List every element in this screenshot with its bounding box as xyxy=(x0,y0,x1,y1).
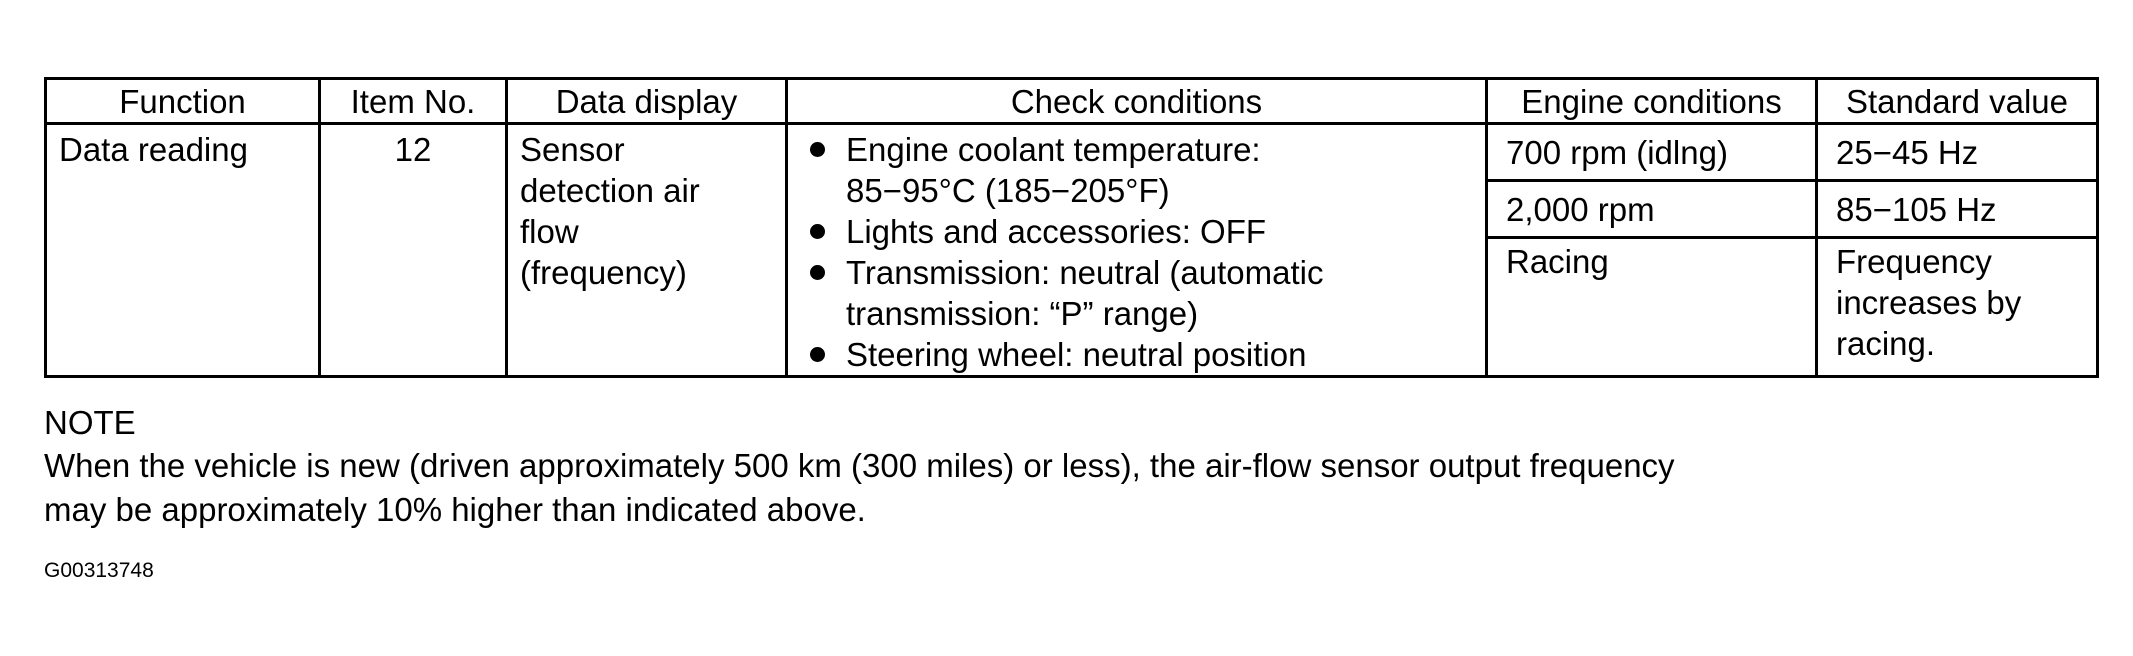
standard-value-idle: 25−45 Hz xyxy=(1817,124,2098,181)
engine-condition-racing: Racing xyxy=(1487,238,1817,377)
bullet-icon xyxy=(810,224,825,239)
engine-condition-idle: 700 rpm (idlng) xyxy=(1487,124,1817,181)
function-cell: Data reading xyxy=(46,124,320,377)
note-text: When the vehicle is new (driven approximately 500 km (300 miles) or less), the air-flow sensor output frequency may be approximately 10% higher than indicated above. xyxy=(44,447,1675,528)
header-data-display: Data display xyxy=(507,79,787,124)
header-item-no: Item No. xyxy=(320,79,507,124)
check-condition-item xyxy=(800,334,1473,375)
item-no-cell: 12 xyxy=(320,124,507,377)
data-display-cell: Sensor detection air flow (frequency) xyxy=(507,124,787,377)
header-standard-value: Standard value xyxy=(1817,79,2098,124)
check-condition-item xyxy=(800,129,1473,211)
header-engine-conditions: Engine conditions xyxy=(1487,79,1817,124)
engine-condition-2000rpm: 2,000 rpm xyxy=(1487,181,1817,238)
spec-table xyxy=(44,77,2099,378)
figure-id: G00313748 xyxy=(44,559,154,582)
check-condition-item xyxy=(800,252,1473,334)
header-check-conditions: Check conditions xyxy=(787,79,1487,124)
standard-value-racing: Frequency increases by racing. xyxy=(1817,238,2098,377)
bullet-icon xyxy=(810,347,825,362)
bullet-icon xyxy=(810,142,825,157)
check-condition-text: Transmission: neutral (automatic transmission: “P” range) xyxy=(846,254,1324,332)
note-title: NOTE xyxy=(44,404,136,441)
check-conditions-cell xyxy=(787,124,1487,377)
table-row xyxy=(46,124,2098,181)
standard-value-2000rpm: 85−105 Hz xyxy=(1817,181,2098,238)
check-condition-text: Lights and accessories: OFF xyxy=(846,213,1267,250)
bullet-icon xyxy=(810,265,825,280)
check-condition-text: Engine coolant temperature: 85−95°C (185−205°F) xyxy=(846,131,1261,209)
check-condition-text: Steering wheel: neutral position xyxy=(846,336,1307,373)
check-condition-item xyxy=(800,211,1473,252)
header-function: Function xyxy=(46,79,320,124)
header-row xyxy=(46,79,2098,124)
check-conditions-list xyxy=(800,129,1473,375)
